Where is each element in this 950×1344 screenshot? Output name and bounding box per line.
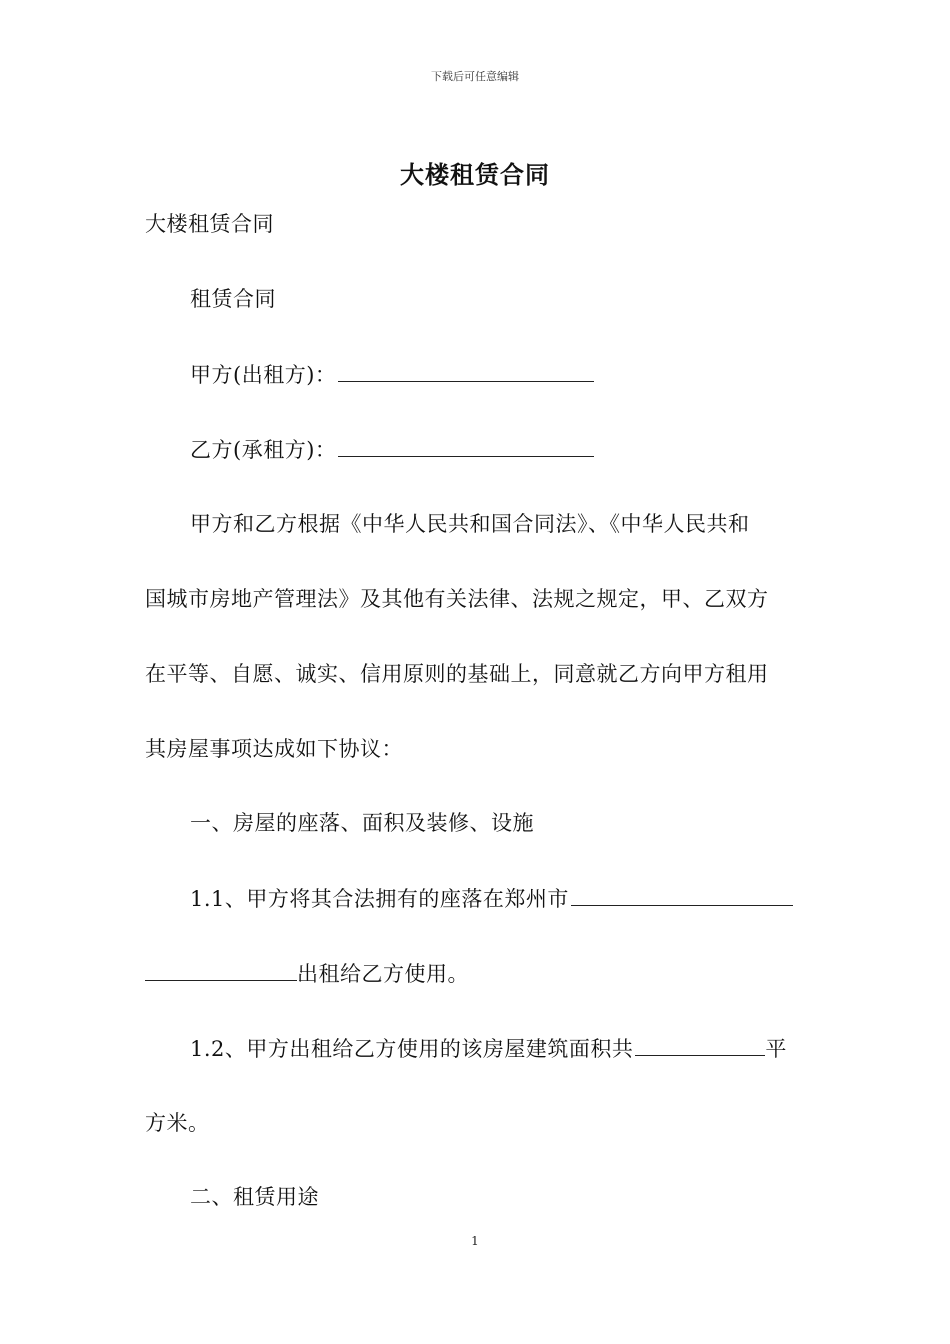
clause-1-1-tail: 出租给乙方使用。 xyxy=(297,962,469,986)
preamble-line-3: 在平等、自愿、诚实、信用原则的基础上，同意就乙方向甲方租用 xyxy=(145,662,769,686)
clause-1-2-unit-start: 平 xyxy=(765,1037,787,1061)
party-b-blank xyxy=(338,434,594,457)
clause-1-2-line xyxy=(190,1033,787,1064)
location-blank xyxy=(571,883,793,906)
clause-1-1-text: 1.1、甲方将其合法拥有的座落在郑州市 xyxy=(190,887,569,911)
section2-heading: 二、租赁用途 xyxy=(190,1185,319,1209)
preamble-line-2: 国城市房地产管理法》及其他有关法律、法规之规定，甲、乙双方 xyxy=(145,587,769,611)
clause-1-1-continuation xyxy=(145,958,469,989)
area-blank xyxy=(635,1033,765,1056)
party-b-line xyxy=(190,434,594,465)
party-a-blank xyxy=(338,359,594,382)
section1-heading: 一、房屋的座落、面积及装修、设施 xyxy=(190,811,534,835)
clause-1-2-text: 1.2、甲方出租给乙方使用的该房屋建筑面积共 xyxy=(190,1037,634,1061)
party-a-line xyxy=(190,359,594,390)
document-title: 大楼租赁合同 xyxy=(400,160,550,189)
preamble-line-1: 甲方和乙方根据《中华人民共和国合同法》、《中华人民共和 xyxy=(190,512,750,536)
clause-1-1-line xyxy=(190,883,793,914)
contract-label: 租赁合同 xyxy=(190,287,276,311)
party-a-label: 甲方(出租方)： xyxy=(190,363,337,387)
page-number: 1 xyxy=(471,1234,479,1248)
party-b-label: 乙方(承租方)： xyxy=(190,438,337,462)
header-note: 下载后可任意编辑 xyxy=(431,70,519,83)
clause-1-2-unit-end: 方米。 xyxy=(145,1111,210,1135)
preamble-line-4: 其房屋事项达成如下协议： xyxy=(145,737,403,761)
location-blank-continued xyxy=(145,958,297,981)
document-subtitle: 大楼租赁合同 xyxy=(145,212,274,236)
